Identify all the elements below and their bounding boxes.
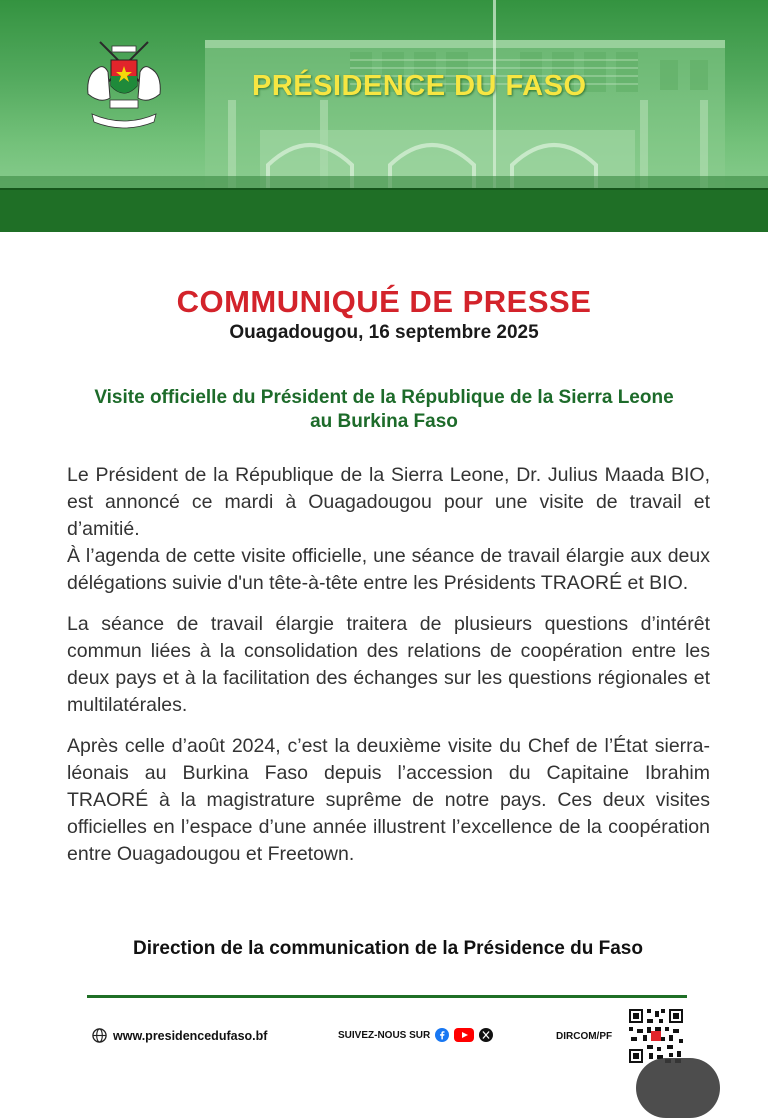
- footer-divider: [87, 995, 687, 998]
- qr-code-icon[interactable]: [627, 1007, 685, 1065]
- coat-of-arms-icon: [82, 38, 166, 130]
- place-date: Ouagadougou, 16 septembre 2025: [229, 322, 539, 343]
- website-link[interactable]: www.presidencedufaso.bf: [113, 1028, 268, 1043]
- follow-label: SUIVEZ-NOUS SUR: [338, 1029, 431, 1041]
- x-icon[interactable]: [479, 1028, 493, 1042]
- footer-social: [338, 1028, 493, 1042]
- subject-heading: [58, 386, 710, 434]
- subject-line-1: Visite officielle du Président de la République de la Sierra Leone: [94, 387, 674, 408]
- paragraph-4: Après celle d’août 2024, c’est la deuxième visite du Chef de l’État sierra-léonais au Burkina Faso depuis l’accession du Capitaine Ibrahim TRAORÉ à la magistrature suprême de notre pays. Ces deux visites officielles en l’espace d’une année illustrent l’excellence de la coopération entre Ouagadougou et Freetown.: [67, 735, 710, 865]
- subject-line-2: au Burkina Faso: [310, 411, 458, 432]
- overlay-corner-button[interactable]: [636, 1058, 720, 1118]
- globe-icon: [92, 1028, 107, 1043]
- paragraph-3: La séance de travail élargie traitera de plusieurs questions d’intérêt commun liées à la consolidation des relations de coopération entre les deux pays et à la facilitation des échanges sur les questions régionales et multilatérales.: [67, 613, 710, 716]
- paragraph-1-text: Le Président de la République de la Sierra Leone, Dr. Julius Maada BIO, est annoncé ce mardi à Ouagadougou pour une visite de travail et d’amitié.: [67, 464, 710, 540]
- facebook-icon[interactable]: [435, 1028, 449, 1042]
- dircom-label: DIRCOM/PF: [556, 1031, 613, 1042]
- paragraph-2-text: À l’agenda de cette visite officielle, une séance de travail élargie aux deux délégations suivie d'un tête-à-tête entre les Présidents TRAORÉ et BIO.: [67, 545, 710, 594]
- signature: Direction de la communication de la Présidence du Faso: [133, 938, 643, 959]
- banner-title: PRÉSIDENCE DU FASO: [252, 70, 587, 102]
- youtube-icon[interactable]: [454, 1028, 474, 1042]
- communique-title: COMMUNIQUÉ DE PRESSE: [176, 284, 592, 319]
- header-banner: [0, 0, 768, 190]
- footer-website[interactable]: [92, 1028, 267, 1043]
- communique-body: [67, 462, 710, 882]
- header-green-band: [0, 190, 768, 232]
- paragraph-1: [67, 462, 710, 597]
